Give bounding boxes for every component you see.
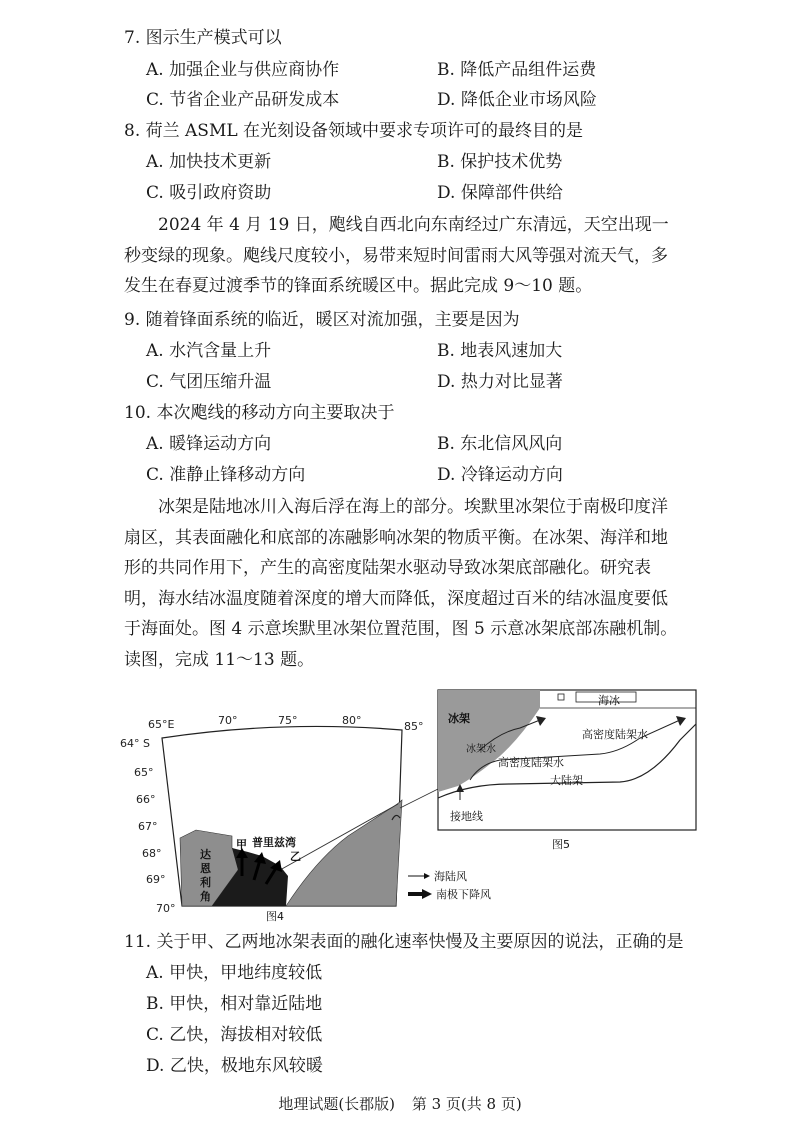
q11-stem: 11. 关于甲、乙两地冰架表面的融化速率快慢及主要原因的说法，正确的是 — [124, 932, 684, 952]
lat-label-66: 66° — [136, 793, 156, 806]
q9-stem: 9. 随着锋面系统的临近，暖区对流加强，主要是因为 — [124, 310, 520, 330]
label-prydz-bay: 普里兹湾 — [252, 836, 296, 849]
q7-stem: 7. 图示生产模式可以 — [124, 28, 282, 48]
q10-stem: 10. 本次飑线的移动方向主要取决于 — [124, 403, 395, 423]
q10-option-d: D. 冷锋运动方向 — [437, 465, 563, 485]
q10-option-a: A. 暖锋运动方向 — [146, 434, 272, 454]
footer-subject: 地理试题(长郡版) — [278, 1095, 396, 1113]
figure-4-map — [120, 714, 440, 923]
q11-option-c: C. 乙快，海拔相对较低 — [146, 1025, 323, 1045]
passage-squall-line — [124, 210, 680, 302]
page-footer — [0, 1093, 800, 1114]
label-cape-3: 利 — [200, 876, 211, 889]
lat-label-65: 65° — [134, 766, 154, 779]
label-sea-ice: 海冰 — [598, 694, 620, 707]
label-cape-2: 恩 — [200, 862, 211, 875]
lat-label-67: 67° — [138, 820, 158, 833]
figure5-caption: 图5 — [552, 838, 570, 851]
figure-5-section — [438, 690, 696, 851]
legend-sea-land-breeze: 海陆风 — [434, 870, 467, 883]
passage-ice-shelf-text: 冰架是陆地冰川入海后浮在海上的部分。埃默里冰架位于南极印度洋扇区，其表面融化和底部的冻融影响冰架的物质平衡。在冰架、海洋和地形的共同作用下，产生的高密度陆架水驱动导致冰架底部融化。研究表明，海水结冰温度随着深度的增大而降低，深度超过百米的结冰温度要低于海面处。图 4 示意埃默里冰架位置范围，图 5 示意冰架底部冻融机制。读图，完成 11～13 题。 — [124, 497, 678, 670]
label-cape-4: 角 — [200, 890, 211, 903]
q7-option-b: B. 降低产品组件运费 — [437, 60, 597, 80]
lon-label-80: 80° — [342, 714, 362, 727]
q8-option-d: D. 保障部件供给 — [437, 183, 563, 203]
label-continental-shelf: 大陆架 — [550, 774, 583, 787]
passage-squall-line-text: 2024 年 4 月 19 日，飑线自西北向东南经过广东清远，天空出现一秒变绿的现象。飑线尺度较小，易带来短时间雷雨大风等强对流天气，多发生在春夏过渡季节的锋面系统暖区中。据此完成 9～10 题。 — [124, 215, 669, 296]
passage-ice-shelf — [124, 492, 680, 675]
q11-option-a: A. 甲快，甲地纬度较低 — [146, 963, 323, 983]
sea-ice-small — [558, 694, 564, 700]
lon-label-65e: 65°E — [148, 718, 175, 731]
lat-label-64s: 64° S — [120, 737, 150, 750]
q10-option-c: C. 准静止锋移动方向 — [146, 465, 306, 485]
legend-arrowhead-sea-land — [424, 873, 430, 879]
q8-stem: 8. 荷兰 ASML 在光刻设备领域中要求专项许可的最终目的是 — [124, 121, 584, 141]
q7-option-d: D. 降低企业市场风险 — [437, 90, 597, 110]
figure4-caption: 图4 — [266, 910, 284, 923]
lon-label-70: 70° — [218, 714, 238, 727]
label-jia: 甲 — [236, 838, 247, 851]
q9-option-c: C. 气团压缩升温 — [146, 372, 272, 392]
label-yi: 乙 — [290, 850, 301, 863]
lat-label-70: 70° — [156, 902, 176, 915]
q7-option-a: A. 加强企业与供应商协作 — [146, 60, 340, 80]
q11-option-d: D. 乙快，极地东风较暖 — [146, 1056, 323, 1076]
label-ice-shelf: 冰架 — [448, 712, 470, 725]
connector-line-2 — [400, 788, 440, 808]
q8-option-b: B. 保护技术优势 — [437, 152, 563, 172]
label-grounding-line: 接地线 — [450, 810, 483, 823]
lon-label-85: 85° — [404, 720, 424, 733]
q7-option-c: C. 节省企业产品研发成本 — [146, 90, 340, 110]
q9-option-d: D. 热力对比显著 — [437, 372, 563, 392]
q11-option-b: B. 甲快，相对靠近陆地 — [146, 994, 323, 1014]
q9-option-a: A. 水汽含量上升 — [146, 341, 272, 361]
q9-option-b: B. 地表风速加大 — [437, 341, 563, 361]
label-cape-1: 达 — [200, 848, 211, 861]
figure-4-5 — [120, 680, 700, 930]
label-dense-water-inner: 高密度陆架水 — [498, 756, 564, 769]
q8-option-a: A. 加快技术更新 — [146, 152, 272, 172]
lat-label-69: 69° — [146, 873, 166, 886]
label-dense-water-outer: 高密度陆架水 — [582, 728, 648, 741]
figure4-legend — [408, 869, 491, 901]
label-ice-water: 冰架水 — [466, 744, 496, 755]
q8-option-c: C. 吸引政府资助 — [146, 183, 272, 203]
legend-katabatic-wind: 南极下降风 — [436, 888, 491, 901]
lon-label-75: 75° — [278, 714, 298, 727]
legend-arrowhead-katabatic — [422, 889, 432, 899]
lat-label-68: 68° — [142, 847, 162, 860]
footer-page-number: 第 3 页(共 8 页) — [411, 1095, 522, 1113]
q10-option-b: B. 东北信风风向 — [437, 434, 563, 454]
